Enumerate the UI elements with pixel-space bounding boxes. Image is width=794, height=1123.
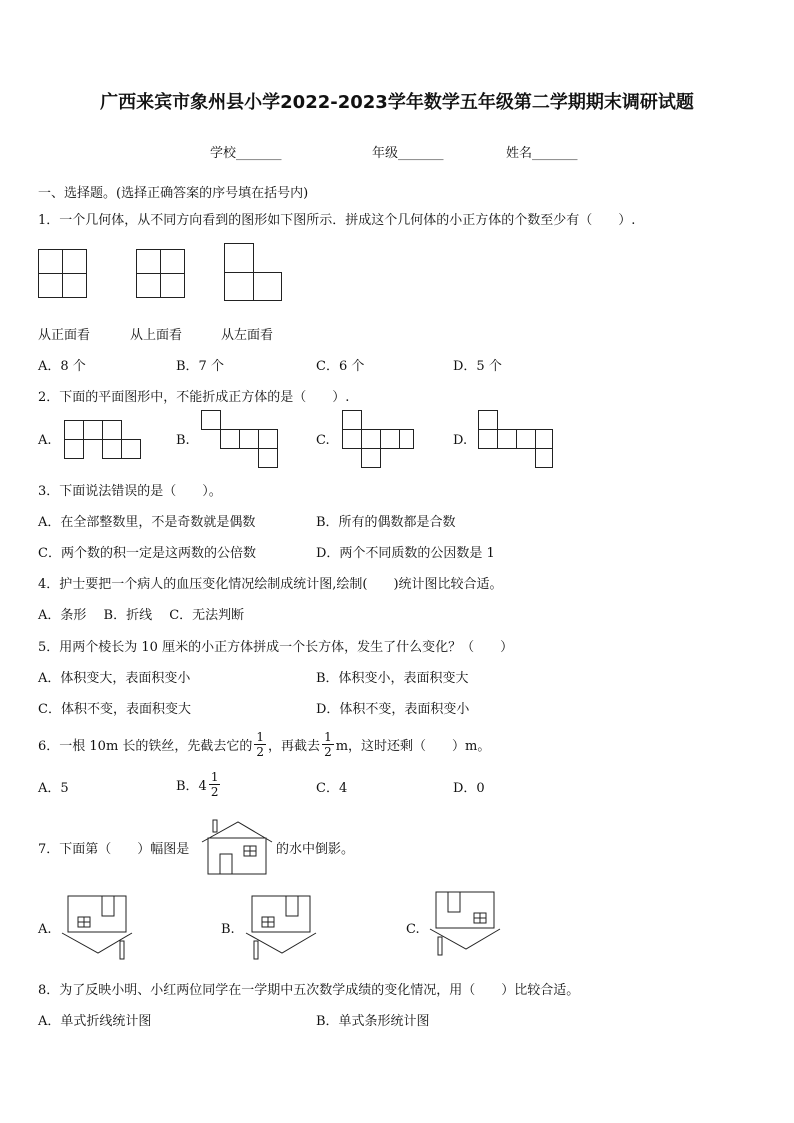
- q7-reflection-c: [430, 891, 506, 963]
- q4-options: A．条形 B．折线 C．无法判断: [38, 608, 245, 623]
- q2-stem: 2．下面的平面图形中，不能折成正方体的是（ ）.: [38, 390, 350, 405]
- q6-option-a: A．5: [38, 781, 69, 796]
- q6-option-d: D．0: [453, 781, 485, 796]
- q2-label-a: A.: [38, 433, 52, 448]
- q2-label-d: D.: [453, 433, 468, 448]
- q1-option-a: A．8 个: [38, 359, 86, 374]
- q7-reflection-b: [246, 895, 322, 963]
- q3-option-b: B．所有的偶数都是合数: [316, 515, 456, 530]
- q1-stem: 1．一个几何体，从不同方向看到的图形如下图所示．拼成这个几何体的小正方体的个数至少有（ ）.: [38, 213, 636, 228]
- q7-label-a: A.: [38, 922, 52, 937]
- q1-option-c: C．6 个: [316, 359, 365, 374]
- q5-option-c: C．体积不变，表面积变大: [38, 702, 191, 717]
- school-field: 学校_______: [210, 146, 282, 161]
- q6-option-c: C．4: [316, 781, 348, 796]
- q6-fraction-1: $\frac{1}{2}$: [256, 729, 265, 759]
- q6-stem-part2: ，再截去: [268, 738, 321, 754]
- q7-reflection-a: [62, 895, 138, 963]
- q8-stem: 8．为了反映小明、小红两位同学在一学期中五次数学成绩的变化情况，用（ ）比较合适。: [38, 983, 580, 998]
- q8-option-a: A．单式折线统计图: [38, 1014, 152, 1029]
- q2-net-d: [478, 410, 558, 470]
- q6-stem: [38, 724, 490, 764]
- view-label-left: 从左面看: [221, 328, 274, 343]
- q1-left-view: [224, 243, 284, 303]
- q6-option-b-fraction: $\frac{1}{2}$: [210, 769, 219, 799]
- q2-net-a: [64, 420, 144, 460]
- page-title: 广西来宾市象州县小学2022-2023学年数学五年级第二学期期末调研试题: [100, 92, 694, 113]
- q6-stem-part1: 6．一根 10m 长的铁丝，先截去它的: [38, 738, 253, 754]
- q7-stem-part2: 的水中倒影。: [276, 842, 355, 857]
- q5-option-b: B．体积变小，表面积变大: [316, 671, 469, 686]
- q1-option-d: D．5 个: [453, 359, 502, 374]
- view-label-top: 从上面看: [130, 328, 183, 343]
- q3-option-a: A．在全部整数里，不是奇数就是偶数: [38, 515, 256, 530]
- q7-stem-part1: 7．下面第（ ）幅图是: [38, 842, 190, 857]
- q6-fraction-2: $\frac{1}{2}$: [324, 729, 332, 759]
- q3-option-c: C．两个数的积一定是这两数的公倍数: [38, 546, 256, 561]
- section-heading: 一、选择题。(选择正确答案的序号填在括号内): [38, 186, 309, 201]
- q6-option-b: B．4 $\frac{1}{2}$: [176, 769, 219, 799]
- q1-top-view: [136, 249, 186, 299]
- q7-label-b: B.: [221, 922, 235, 937]
- q5-option-d: D．体积不变，表面积变小: [316, 702, 470, 717]
- grade-field: 年级_______: [372, 146, 444, 161]
- house-icon: [202, 820, 274, 876]
- q5-stem: 5．用两个棱长为 10 厘米的小正方体拼成一个长方体，发生了什么变化？（ ）: [38, 640, 514, 655]
- q7-label-c: C.: [406, 922, 420, 937]
- name-field: 姓名_______: [506, 146, 578, 161]
- q2-net-c: [342, 410, 422, 470]
- q1-option-b: B．7 个: [176, 359, 224, 374]
- q5-option-a: A．体积变大，表面积变小: [38, 671, 191, 686]
- view-label-front: 从正面看: [38, 328, 91, 343]
- q8-option-b: B．单式条形统计图: [316, 1014, 430, 1029]
- q2-net-b: [201, 410, 281, 470]
- q3-option-d: D．两个不同质数的公因数是 1: [316, 546, 495, 561]
- q3-stem: 3．下面说法错误的是（ ）。: [38, 484, 222, 499]
- q2-label-c: C.: [316, 433, 330, 448]
- q1-front-view: [38, 249, 88, 299]
- q4-stem: 4．护士要把一个病人的血压变化情况绘制成统计图,绘制( )统计图比较合适。: [38, 577, 503, 592]
- q2-label-b: B.: [176, 433, 190, 448]
- q6-stem-part3: m，这时还剩（ ）m。: [335, 738, 491, 754]
